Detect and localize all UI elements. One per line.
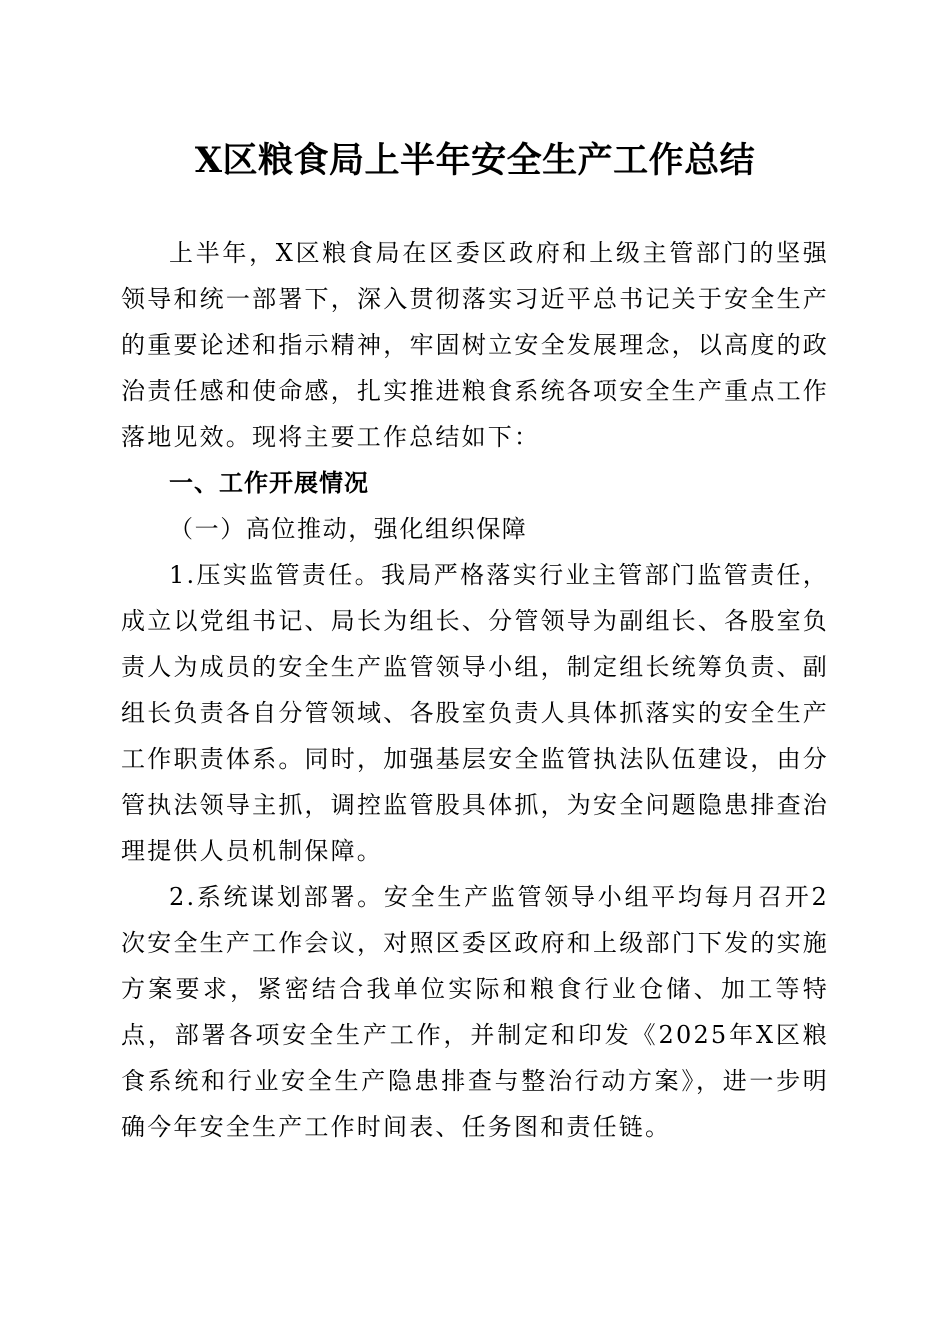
intro-paragraph: 上半年，X区粮食局在区委区政府和上级主管部门的坚强领导和统一部署下，深入贯彻落实习近平总书记关于安全生产的重要论述和指示精神，牢固树立安全发展理念，以高度的政治责任感和使命感，扎实推进粮食系统各项安全生产重点工作落地见效。现将主要工作总结如下：	[121, 239, 829, 451]
document-title: X区粮食局上半年安全生产工作总结	[194, 140, 756, 181]
section-heading-1: 一、工作开展情况	[169, 469, 369, 497]
subsection-heading-1: （一）高位推动，强化组织保障	[169, 515, 528, 543]
item-paragraph-1: 1.压实监管责任。我局严格落实行业主管部门监管责任，成立以党组书记、局长为组长、分管领导为副组长、各股室负责人为成员的安全生产监管领导小组，制定组长统筹负责、副组长负责各自分管领域、各股室负责人具体抓落实的安全生产工作职责体系。同时，加强基层安全监管执法队伍建设，由分管执法领导主抓，调控监管股具体抓，为安全问题隐患排查治理提供人员机制保障。	[121, 561, 829, 865]
item-paragraph-2: 2.系统谋划部署。安全生产监管领导小组平均每月召开2次安全生产工作会议，对照区委区政府和上级部门下发的实施方案要求，紧密结合我单位实际和粮食行业仓储、加工等特点，部署各项安全生产工作，并制定和印发《2025年X区粮食系统和行业安全生产隐患排查与整治行动方案》，进一步明确今年安全生产工作时间表、任务图和责任链。	[121, 883, 829, 1141]
document-body	[121, 230, 829, 1150]
